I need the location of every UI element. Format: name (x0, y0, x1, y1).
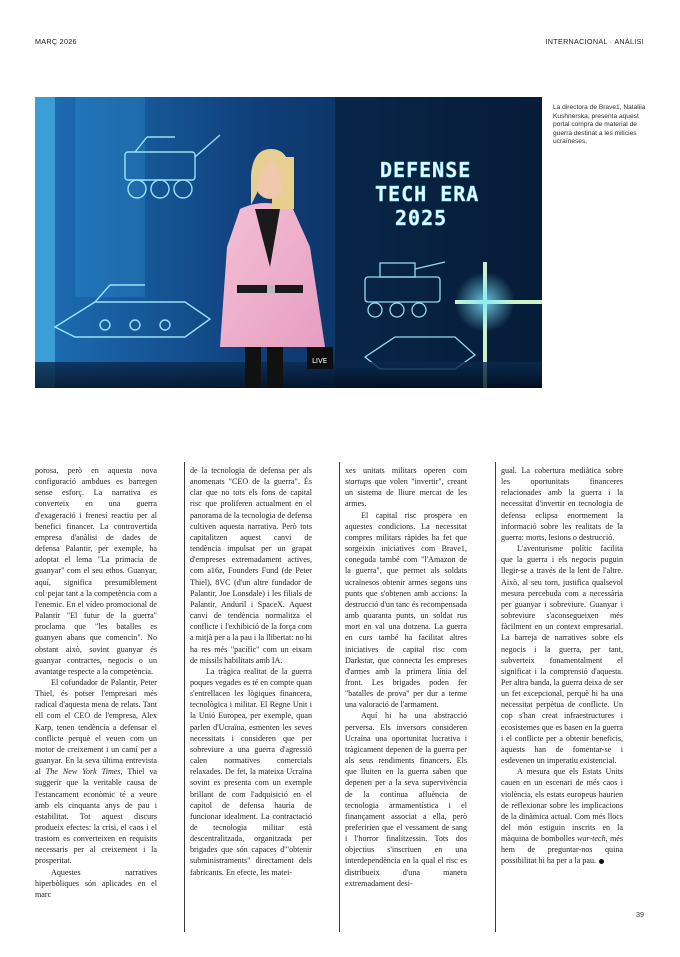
column-4 (501, 465, 623, 867)
paragraph: L'aventurisme polític facilita que la guerra i els negocis puguin llegir-se a través de la lent de l'altre. Això, al seu torn, justifica qualsevol mesura percebuda com a necessària per guanyar i sobreviure. Guanyar i sobreviure s'aconsegueixen més fàcilment en un context empresarial. La barreja de narratives sobre els negocis i la guerra, per tant, subverteix fonamentalment el significat i la comprensió d'aquesta. Per altra banda, la guerra deixa de ser un fet excepcional, perquè hi ha una necessitat perpètua de conflicte. Un cop s'han creat infraestructures i ecosistemes que es basen en la guerra i el conflicte per a obtenir beneficis, aquests han de fomentar-se i esdevenen un imperatiu existencial. (501, 544, 623, 766)
paragraph: El cofundador de Palantir, Peter Thiel, és potser l'empresari més radical d'aquesta mena de relats. Tant ell com el CEO de l'empresa, Alex Karp, tenen tendència a defensar el conflicte perquè el veuen com un motor de creixement i un camí per a guanyar. En la seva última entrevista al The New York Times, Thiel va suggerir que la veritable causa de l'estancament econòmic té a veure amb els cinquanta anys de pau i estabilitat. Tot aquest discurs produeix efectes: la crisi, el caos i el trastorn es converteixen en requisits necessaris per al creixement i la prosperitat. (35, 677, 157, 866)
column-2 (190, 465, 312, 878)
column-3 (345, 465, 467, 889)
header-date: MARÇ 2026 (35, 37, 77, 46)
sign-line-3: 2025 (395, 206, 448, 230)
end-mark-icon (599, 859, 604, 864)
column-1 (35, 465, 157, 900)
paragraph: El capital risc prospera en aquestes condicions. La necessitat compres militars ràpides ha fet que sorgeixin iniciatives com Brave1, coneguda també com "l'Amazon de la guerra", que permet als soldats ucraïnesos obtenir armes segons uns punts que s'obtenen amb accions: la destrucció d'un tanc és recompensada amb quaranta punts, un soldat rus mort en val una dotzena. La guerra en curs també ha facilitat altres iniciatives de capital risc com Darkstar, que connecta les empreses d'armes amb la primera línia del front. Les brigades poden fer "batalles de prova" per dur a terme una valoració de l'armament. (345, 510, 467, 710)
sign-line-1: DEFENSE (380, 158, 472, 182)
paragraph: gual. La cobertura mediàtica sobre les oportunitats financeres relacionades amb la guerra i la necessitat d'invertir en tecnologia de defensa eclipsa enormement la informació sobre les realitats de la guerra: morts, lesions o destrucció. (501, 466, 623, 542)
column-rule (495, 462, 496, 932)
header-section: INTERNACIONAL · ANÀLISI (545, 37, 644, 46)
paragraph: Aquí hi ha una abstracció perversa. Els inversors consideren Ucraïna una oportunitat lucrativa i tràgicament depenen de la guerra per als seus rendiments financers. Els que lluiten en la guerra saben que depenen per a la seva supervivència de la contínua afluència de tecnologia armamentística i el finançament associat a ella, però preferirien que el vessament de sang i l'horror finalitzessin. Tots dos objectius s'inscriuen en una interdependència en la qual el risc es distribueix d'una manera extremadament desi- (345, 711, 467, 888)
feature-photo (35, 97, 542, 388)
column-rule (184, 462, 185, 932)
paragraph: xes unitats militars operen com startups que volen "invertir", creant un sistema de lliure mercat de les armes. (345, 466, 467, 509)
paragraph: Aquestes narratives hiperbòliques són aplicades en el marc (35, 867, 157, 899)
paragraph: A mesura que els Estats Units cauen en un escenari de més caos i violència, els estats europeus haurien de reflexionar sobre les implicacions de la dinàmica actual. Com més llocs del món estiguin inscrits en la màquina de bombolles war-tech, més hem de preguntar-nos quina possibilitat hi ha per a la pau. (501, 767, 623, 866)
column-rule (339, 462, 340, 932)
page-number: 39 (636, 910, 644, 919)
photo-caption: La directora de Brave1, Nataliia Kushnerska, presenta aquest portal compra de material de guerra destinat a les milícies ucraïneses. (553, 104, 646, 146)
sign-line-2: TECH ERA (375, 182, 480, 206)
badge-text: LIVE (312, 357, 328, 365)
paragraph: porosa, però en aquesta nova configuració ambdues es barregen sense esforç. La narrativa es converteix en una guerra d'exageració i frenesí reactiu per al benefici financer. La controvertida empresa d'anàlisi de dades de defensa Palantir, per exemple, ha adoptat el lema "La primacia de guanyar" com el seu ethos. Guanyar, aquí, significa presumiblement col·pejar tant a la competència com a l'enemic. En el vídeo promocional de Palantir "El futur de la guerra" proclama que "les batalles es guanyen abans que comencin". No obstant això, sovint guanyar és guanyar contractes, negocis o un avantatge respecte a la competència. (35, 466, 157, 676)
paragraph: de la tecnologia de defensa per als anomenats "CEO de la guerra". És clar que no tots els fons de capital risc que proliferen actualment en el panorama de la tecnologia de defensa cultiven aquesta narrativa. Però tots capitalitzen aquest canvi de tendència impulsat per un grapat d'empreses extremadament actives, com a16z, Founders Fund (de Peter Thiel), 8VC (d'un altre fundador de Palantir, Joe Lonsdale) i les filials de Palantir, Anduril i SpaceX. Aquest canvi de tendència normalitza el conflicte i l'exhibició de la força com a mitjà per a la pau i la llibertat: no hi ha res més "pacífic" com un eixam de míssils habilitats amb IA. (190, 466, 312, 665)
paragraph: La tràgica realitat de la guerra poques vegades es té en compte quan s'entrellacen les lògiques financera, tecnològica i militar. El Regne Unit i la Unió Europea, per exemple, quan parlen d'Ucraïna, esmenten les seves necessitats i consideren que per sobreviure a una guerra d'agressió calen normatives comercials relaxades. De fet, la mateixa Ucraïna sovint es presenta com un exemple brillant de com l'adquisició en el capitol de defensa hauria de funcionar idealment. La contractació de tecnologia militar està descentralitzada, organitzada per brigades que són capaces d'"obtenir subministraments" directament dels fabricants. En efecte, les matei- (190, 666, 312, 877)
